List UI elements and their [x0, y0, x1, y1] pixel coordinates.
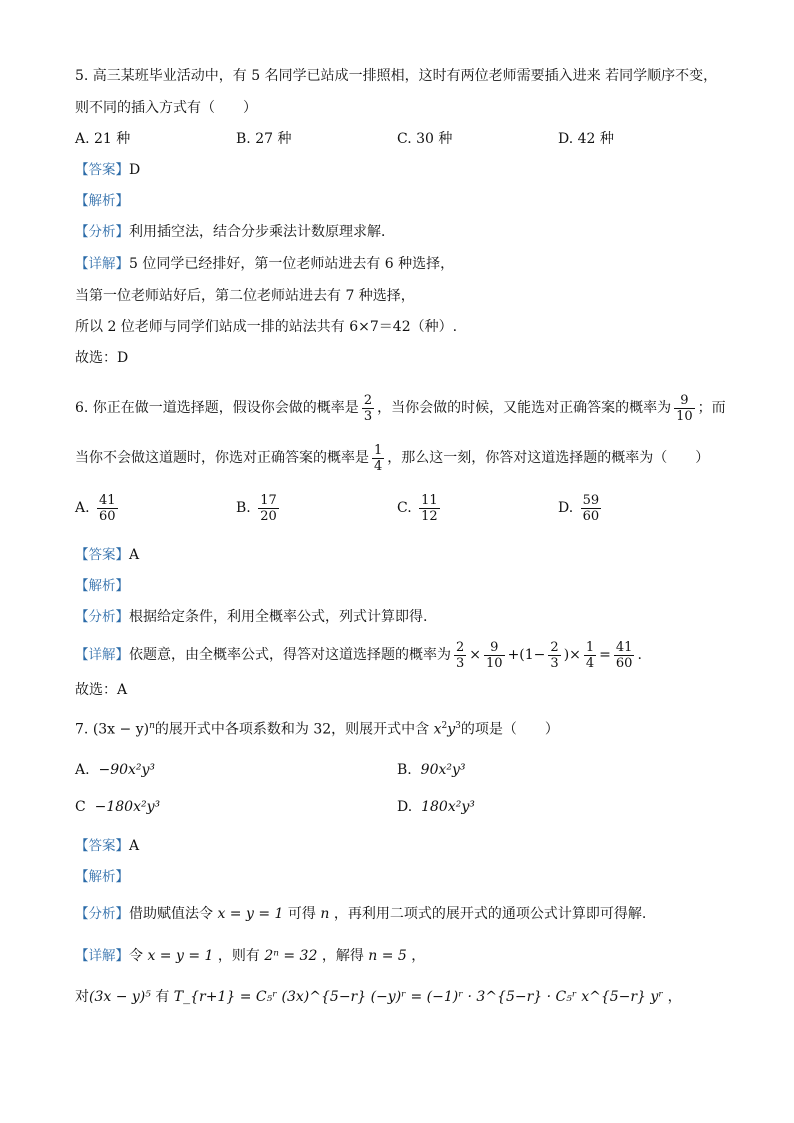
- answer-value: D: [129, 162, 141, 178]
- answer-tag: 【答案】: [75, 162, 129, 178]
- operator: )×: [563, 647, 581, 663]
- q6-option-a: [75, 492, 121, 524]
- option-label: D.: [558, 500, 574, 516]
- operator: ×: [469, 647, 482, 663]
- numerator: 41: [615, 639, 633, 655]
- q5-stem-line2: 则不同的插入方式有（ ）: [75, 100, 257, 116]
- xiangjie-tag: 【详解】: [75, 647, 129, 663]
- option-value: −90x²y³: [98, 762, 156, 778]
- fraction: [581, 493, 602, 524]
- q6-stem-part: 当你不会做这道题时，你选对正确答案的概率是: [75, 450, 369, 466]
- fenxi-tag: 【分析】: [75, 224, 129, 240]
- denominator: 60: [615, 655, 633, 671]
- fenxi-text: ，再利用二项式的展开式的通项公式计算即可得解.: [333, 906, 647, 922]
- answer-value: A: [129, 547, 140, 563]
- period: .: [637, 647, 642, 663]
- numerator: 1: [585, 639, 595, 655]
- xiangjie-text: 对: [75, 989, 89, 1005]
- denominator: 4: [585, 655, 595, 671]
- fraction: [419, 493, 440, 524]
- q5-xiangjie3: 所以 2 位老师与同学们站成一排的站法共有 6×7＝42（种）.: [75, 319, 458, 335]
- q6-choose: 故选：A: [75, 682, 128, 698]
- q5-option-b: B. 27 种: [236, 131, 292, 147]
- fenxi-text: 利用插空法，结合分步乘法计数原理求解．: [129, 224, 395, 240]
- question-number: 7.: [75, 721, 89, 738]
- q7-option-c: [75, 797, 160, 817]
- denominator: 10: [676, 408, 693, 424]
- fenxi-text: 可得: [287, 906, 316, 922]
- q7-stem: [75, 716, 559, 740]
- fraction: [484, 640, 505, 671]
- q6-stem-part: 6. 你正在做一道选择题，假设你会做的概率是: [75, 400, 359, 416]
- numerator: 41: [99, 492, 116, 508]
- xiangjie-text: ，解得: [321, 948, 364, 964]
- fraction: [674, 393, 695, 424]
- numerator: 9: [490, 639, 499, 655]
- denominator: 20: [260, 508, 277, 524]
- numerator: 9: [680, 392, 689, 408]
- denominator: 60: [582, 508, 600, 524]
- q6-analysis-tag: [75, 576, 129, 596]
- math-expr: n = 5: [368, 948, 407, 964]
- math-sup: n: [149, 721, 155, 731]
- q6-option-c: [397, 492, 443, 524]
- numerator: 2: [550, 639, 559, 655]
- q7-answer: [75, 836, 139, 856]
- fraction: [362, 393, 374, 424]
- denominator: 10: [486, 655, 503, 671]
- q5-xiangjie2: 当第一位老师站好后，第二位老师站进去有 7 种选择，: [75, 288, 415, 304]
- math-sup: 2: [441, 721, 448, 731]
- analysis-tag: 【解析】: [75, 869, 129, 885]
- q6-option-b: [236, 492, 282, 524]
- option-label: A.: [75, 500, 90, 516]
- q6-xiangjie: [75, 638, 642, 672]
- math-var: n: [320, 906, 330, 922]
- q5-option-a: A. 21 种: [75, 131, 131, 147]
- denominator: 3: [550, 655, 559, 671]
- xiangjie-text: ，: [411, 948, 426, 964]
- q6-option-d: [558, 492, 604, 524]
- q7-stem-part: 的展开式中各项系数和为 32，则展开式中含: [154, 721, 430, 738]
- q5-stem-line1: 5. 高三某班毕业活动中，有 5 名同学已站成一排照相，这时有两位老师需要插入进来 若同学顺序不变，: [75, 68, 718, 84]
- xiangjie-text: 令: [129, 948, 143, 964]
- denominator: 3: [456, 655, 465, 671]
- option-value: −180x²y³: [94, 799, 161, 815]
- xiangjie-text: ，: [667, 989, 682, 1005]
- math-expr: x = y = 1: [217, 906, 284, 922]
- fraction: [548, 640, 560, 671]
- q6-stem-line2: [75, 442, 709, 474]
- math-expr: x = y = 1: [147, 948, 214, 964]
- xiangjie-text: 有: [155, 989, 170, 1005]
- numerator: 17: [260, 492, 277, 508]
- q5-choose: 故选：D: [75, 350, 129, 366]
- fraction: [454, 640, 466, 671]
- q7-analysis-tag: [75, 867, 129, 887]
- xiangjie-text: 依题意，由全概率公式，得答对这道选择题的概率为: [129, 647, 451, 663]
- q7-option-d: [397, 797, 475, 817]
- q6-stem-line1: [75, 392, 726, 424]
- option-label: C.: [397, 500, 412, 516]
- q5-analysis-tag: [75, 191, 129, 211]
- fenxi-tag: 【分析】: [75, 906, 129, 922]
- q5-answer: [75, 160, 140, 180]
- answer-tag: 【答案】: [75, 547, 129, 563]
- answer-tag: 【答案】: [75, 838, 129, 854]
- denominator: 4: [374, 458, 383, 474]
- numerator: 2: [456, 639, 465, 655]
- math-sup: 3: [455, 721, 461, 731]
- fenxi-text: 根据给定条件，利用全概率公式，列式计算即得.: [129, 609, 428, 625]
- q6-stem-part: ，当你会做的时候，又能选对正确答案的概率为: [377, 400, 672, 416]
- operator: =: [599, 647, 611, 663]
- xiangjie-tag: 【详解】: [75, 256, 129, 272]
- option-value: 90x²y³: [420, 762, 466, 778]
- option-label: B.: [397, 762, 412, 778]
- fenxi-tag: 【分析】: [75, 609, 129, 625]
- math-formula: T_{r+1} = C₅ʳ (3x)^{5−r} (−y)ʳ = (−1)ʳ · 3^{5−r} · C₅ʳ x^{5−r} yʳ: [173, 989, 664, 1005]
- q7-option-b: [397, 760, 466, 780]
- q6-answer: [75, 545, 139, 565]
- xiangjie-text: ，则有: [217, 948, 260, 964]
- operator: +(1−: [507, 647, 546, 663]
- fraction: [258, 493, 279, 524]
- option-label: C: [75, 799, 86, 815]
- q5-fenxi: [75, 222, 395, 242]
- q7-option-a: [75, 760, 155, 780]
- fraction: [614, 640, 635, 671]
- denominator: 3: [363, 408, 373, 424]
- analysis-tag: 【解析】: [75, 193, 129, 209]
- option-label: D.: [397, 799, 413, 815]
- denominator: 12: [421, 508, 438, 524]
- q5-option-d: D. 42 种: [558, 131, 614, 147]
- fraction: [97, 493, 118, 524]
- math-expr: (3x − y)⁵: [89, 989, 151, 1005]
- option-label: B.: [236, 500, 251, 516]
- q6-fenxi: [75, 607, 427, 627]
- math-var: x: [433, 721, 442, 738]
- q5-xiangjie1: [75, 254, 454, 274]
- xiangjie-text: 5 位同学已经排好，第一位老师站进去有 6 种选择，: [129, 256, 455, 272]
- math-expr: 2ⁿ = 32: [264, 948, 318, 964]
- option-label: A.: [75, 762, 90, 778]
- numerator: 2: [363, 392, 373, 408]
- fenxi-text: 借助赋值法令: [129, 906, 213, 922]
- q7-last-line: [75, 987, 682, 1007]
- numerator: 1: [374, 442, 383, 458]
- fraction: [372, 443, 384, 474]
- numerator: 11: [421, 492, 438, 508]
- fraction: [584, 640, 596, 671]
- xiangjie-tag: 【详解】: [75, 948, 129, 964]
- q6-stem-part: ；而: [697, 400, 726, 416]
- math-var: y: [447, 721, 456, 738]
- denominator: 60: [99, 508, 116, 524]
- numerator: 59: [582, 492, 600, 508]
- q7-stem-part: 的项是（ ）: [460, 721, 559, 738]
- q6-stem-part: ，那么这一刻，你答对这道选择题的概率为（ ）: [387, 450, 710, 466]
- option-value: 180x²y³: [421, 799, 475, 815]
- analysis-tag: 【解析】: [75, 578, 129, 594]
- q7-fenxi: [75, 904, 646, 924]
- q5-option-c: C. 30 种: [397, 131, 453, 147]
- math-expr: (3x − y): [92, 721, 150, 738]
- answer-value: A: [129, 838, 140, 854]
- q7-xiangjie: [75, 946, 425, 966]
